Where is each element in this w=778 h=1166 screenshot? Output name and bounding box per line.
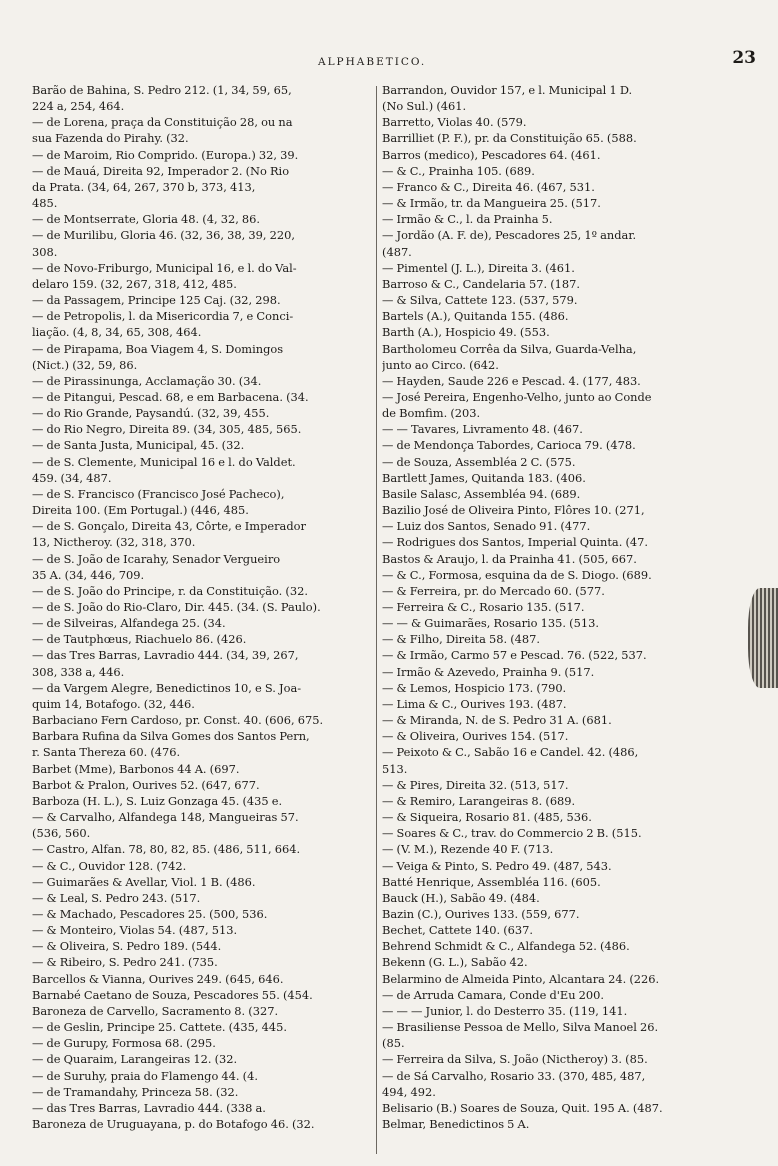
directory-entry: Batté Henrique, Assembléa 116. (605. — [382, 874, 601, 889]
directory-entry: (85. — [382, 1036, 405, 1051]
directory-entry: 485. — [32, 196, 58, 211]
directory-entry: — de Tramandahy, Princeza 58. (32. — [32, 1084, 239, 1099]
directory-entry: — Ferreira & C., Rosario 135. (517. — [382, 600, 585, 614]
directory-entry: — de Sá Carvalho, Rosario 33. (370, 485, 487, — [382, 1068, 646, 1083]
directory-entry: Belisario (B.) Soares de Souza, Quit. 195 A. (487. — [382, 1100, 663, 1115]
directory-entry: — Ferreira da Silva, S. João (Nictheroy) 3. (85. — [382, 1052, 648, 1067]
directory-entry: 308. — [32, 244, 58, 259]
directory-entry: Bartels (A.), Quitanda 155. (486. — [382, 309, 569, 324]
directory-entry: — & Filho, Direita 58. (487. — [382, 632, 541, 647]
directory-entry: Bazilio José de Oliveira Pinto, Flôres 10. (271, — [382, 503, 645, 518]
directory-entry: — (V. M.), Rezende 40 F. (713. — [382, 842, 554, 857]
directory-entry: — & Pires, Direita 32. (513, 517. — [382, 777, 569, 792]
directory-entry: — Brasiliense Pessoa de Mello, Silva Manoel 26. — [382, 1020, 659, 1035]
directory-entry: — Peixoto & C., Sabão 16 e Candel. 42. (486, — [382, 745, 639, 760]
directory-entry: Bastos & Araujo, l. da Prainha 41. (505, 667. — [382, 551, 637, 566]
directory-entry: — de S. Clemente, Municipal 16 e l. do Valdet. — [32, 454, 296, 469]
directory-entry: Barão de Bahina, S. Pedro 212. (1, 34, 59, 65, — [32, 83, 292, 97]
directory-entry: — Irmão & C., l. da Prainha 5. — [382, 212, 553, 227]
directory-entry: — de Arruda Camara, Conde d'Eu 200. — [382, 987, 605, 1002]
directory-entry: — de Pirassinunga, Acclamação 30. (34. — [32, 373, 262, 388]
directory-entry: Barnabé Caetano de Souza, Pescadores 55. (454. — [32, 987, 313, 1002]
directory-entry: Behrend Schmidt & C., Alfandega 52. (486. — [382, 939, 630, 954]
directory-entry: Bazin (C.), Ourives 133. (559, 677. — [382, 906, 580, 921]
directory-entry: Barbaciano Fern Cardoso, pr. Const. 40. (606, 675. — [32, 713, 324, 728]
directory-entry: Barros (medico), Pescadores 64. (461. — [382, 147, 601, 162]
directory-entry: — Pimentel (J. L.), Direita 3. (461. — [382, 260, 575, 275]
directory-entry: — Soares & C., trav. do Commercio 2 B. (515. — [382, 826, 642, 841]
directory-entry: Barrandon, Ouvidor 157, e l. Municipal 1 D. — [382, 83, 633, 97]
directory-entry: — & C., Ouvidor 128. (742. — [32, 858, 187, 873]
directory-entry: — de Petropolis, l. da Misericordia 7, e Conci- — [32, 309, 294, 324]
directory-entry: — Guimarães & Avellar, Viol. 1 B. (486. — [32, 874, 256, 889]
directory-entry: — & C., Formosa, esquina da de S. Diogo. (689. — [382, 567, 652, 582]
directory-entry: — & Oliveira, Ourives 154. (517. — [382, 729, 569, 744]
directory-entry: — & Irmão, Carmo 57 e Pescad. 76. (522, 537. — [382, 648, 647, 663]
directory-entry: — & Miranda, N. de S. Pedro 31 A. (681. — [382, 713, 612, 728]
directory-entry: Bekenn (G. L.), Sabão 42. — [382, 955, 528, 970]
directory-entry: Barth (A.), Hospicio 49. (553. — [382, 325, 550, 340]
directory-entry: Barbot & Pralon, Ourives 52. (647, 677. — [32, 777, 260, 792]
directory-entry: — — — Junior, l. do Desterro 35. (119, 141. — [382, 1003, 628, 1018]
directory-entry: — de Murilibu, Gloria 46. (32, 36, 38, 39, 220, — [32, 228, 295, 243]
directory-entry: Bauck (H.), Sabão 49. (484. — [382, 890, 540, 905]
directory-entry: — & C., Prainha 105. (689. — [382, 163, 535, 178]
directory-entry: — das Tres Barras, Lavradio 444. (34, 39, 267, — [32, 648, 299, 663]
directory-entry: Bechet, Cattete 140. (637. — [382, 923, 534, 938]
directory-entry: — de Pirapama, Boa Viagem 4, S. Domingos — [32, 341, 284, 356]
directory-entry: Belarmino de Almeida Pinto, Alcantara 24. (226. — [382, 971, 660, 986]
directory-entry: — Lima & C., Ourives 193. (487. — [382, 696, 567, 711]
directory-entry: (536, 560. — [32, 826, 91, 841]
directory-entry: — Luiz dos Santos, Senado 91. (477. — [382, 519, 591, 534]
directory-entry: Barroso & C., Candelaria 57. (187. — [382, 276, 581, 291]
page-number: 23 — [732, 48, 756, 68]
right-column — [382, 82, 760, 1132]
directory-entry: — de Novo-Friburgo, Municipal 16, e l. do Val- — [32, 260, 297, 275]
directory-entry: — da Passagem, Principe 125 Caj. (32, 298. — [32, 293, 281, 308]
directory-entry: 13, Nictheroy. (32, 318, 370. — [32, 535, 196, 550]
directory-entry: — & Machado, Pescadores 25. (500, 536. — [32, 906, 268, 921]
directory-entry: — das Tres Barras, Lavradio 444. (338 a. — [32, 1100, 266, 1115]
directory-entry: — da Vargem Alegre, Benedictinos 10, e S. Joa- — [32, 680, 302, 695]
directory-entry: 224 a, 254, 464. — [32, 99, 125, 114]
directory-entry: liação. (4, 8, 34, 65, 308, 464. — [32, 325, 202, 340]
directory-entry: Barcellos & Vianna, Ourives 249. (645, 646. — [32, 971, 284, 986]
directory-entry: Barboza (H. L.), S. Luiz Gonzaga 45. (435 e. — [32, 793, 283, 808]
directory-entry: — de S. Francisco (Francisco José Pacheco), — [32, 486, 285, 501]
directory-entry: Barbara Rufina da Silva Gomes dos Santos Pern, — [32, 729, 310, 744]
directory-entry: junto ao Circo. (642. — [382, 357, 499, 372]
directory-entry: — & Remiro, Larangeiras 8. (689. — [382, 793, 576, 808]
directory-entry: da Prata. (34, 64, 267, 370 b, 373, 413, — [32, 179, 256, 194]
page-header — [0, 48, 778, 74]
directory-entry: Barbet (Mme), Barbonos 44 A. (697. — [32, 761, 240, 776]
directory-entry: Barretto, Violas 40. (579. — [382, 115, 527, 130]
directory-entry: — & Silva, Cattete 123. (537, 579. — [382, 293, 578, 308]
directory-entry: Baroneza de Carvello, Sacramento 8. (327. — [32, 1003, 279, 1018]
directory-entry: — Hayden, Saude 226 e Pescad. 4. (177, 483. — [382, 373, 641, 388]
directory-entry: — de Tautphœus, Riachuelo 86. (426. — [32, 632, 247, 647]
directory-entry: — & Ferreira, pr. do Mercado 60. (577. — [382, 583, 605, 598]
directory-entry: Bartlett James, Quitanda 183. (406. — [382, 470, 586, 485]
directory-entry: (487. — [382, 244, 412, 259]
directory-entry: Belmar, Benedictinos 5 A. — [382, 1117, 530, 1131]
directory-entry: — de Mauá, Direita 92, Imperador 2. (No Rio — [32, 163, 290, 178]
directory-entry: 459. (34, 487. — [32, 470, 112, 485]
column-divider — [376, 86, 377, 1154]
directory-entry: — de Lorena, praça da Constituição 28, ou na — [32, 115, 293, 130]
directory-entry: Barrilliet (P. F.), pr. da Constituição 65. (588. — [382, 131, 637, 146]
directory-entry: — de S. Gonçalo, Direita 43, Côrte, e Imperador — [32, 519, 306, 534]
directory-entry: — de Silveiras, Alfandega 25. (34. — [32, 616, 226, 631]
directory-entry: — de S. João de Icarahy, Senador Vergueiro — [32, 551, 281, 566]
directory-entry: delaro 159. (32, 267, 318, 412, 485. — [32, 276, 237, 291]
directory-entry: — de Mendonça Tabordes, Carioca 79. (478. — [382, 438, 636, 453]
directory-entry: — — Tavares, Livramento 48. (467. — [382, 422, 583, 437]
directory-entry: Basile Salasc, Assembléa 94. (689. — [382, 486, 581, 501]
directory-entry: — Franco & C., Direita 46. (467, 531. — [382, 179, 595, 194]
directory-entry: — de Montserrate, Gloria 48. (4, 32, 86. — [32, 212, 261, 227]
directory-entry: — & Carvalho, Alfandega 148, Mangueiras 57. — [32, 810, 299, 825]
directory-entry: — José Pereira, Engenho-Velho, junto ao Conde — [382, 389, 652, 404]
directory-entry: — de Pitangui, Pescad. 68, e em Barbacena. (34. — [32, 389, 309, 404]
directory-entry: — de S. João do Rio-Claro, Dir. 445. (34. (S. Paulo). — [32, 600, 321, 614]
directory-entry: Bartholomeu Corrêa da Silva, Guarda-Velha, — [382, 341, 637, 356]
directory-entry: — do Rio Grande, Paysandú. (32, 39, 455. — [32, 406, 270, 421]
directory-entry: de Bomfim. (203. — [382, 406, 481, 421]
directory-entry: — & Ribeiro, S. Pedro 241. (735. — [32, 955, 218, 970]
directory-entry: Baroneza de Uruguayana, p. do Botafogo 46. (32. — [32, 1117, 315, 1131]
directory-entry: r. Santa Thereza 60. (476. — [32, 745, 181, 760]
directory-entry: — de Maroim, Rio Comprido. (Europa.) 32, 39. — [32, 147, 299, 162]
directory-entry: (Nict.) (32, 59, 86. — [32, 357, 138, 372]
directory-entry: — & Lemos, Hospicio 173. (790. — [382, 680, 567, 695]
directory-entry: — & Leal, S. Pedro 243. (517. — [32, 890, 201, 905]
directory-entry: — — & Guimarães, Rosario 135. (513. — [382, 616, 599, 631]
directory-entry: — do Rio Negro, Direita 89. (34, 305, 485, 565. — [32, 422, 302, 437]
directory-entry: — de Geslin, Principe 25. Cattete. (435, 445. — [32, 1020, 287, 1035]
directory-entry: — Rodrigues dos Santos, Imperial Quinta. (47. — [382, 535, 649, 550]
directory-entry: 494, 492. — [382, 1084, 436, 1099]
directory-entry: — de Quaraim, Larangeiras 12. (32. — [32, 1052, 238, 1067]
directory-entry: — de S. João do Principe, r. da Constituição. (32. — [32, 583, 308, 598]
directory-entry: — de Gurupy, Formosa 68. (295. — [32, 1036, 216, 1051]
directory-entry: — & Monteiro, Violas 54. (487, 513. — [32, 923, 238, 938]
directory-entry: — & Irmão, tr. da Mangueira 25. (517. — [382, 196, 601, 211]
directory-entry: — Castro, Alfan. 78, 80, 82, 85. (486, 511, 664. — [32, 842, 301, 857]
directory-entry: — Veiga & Pinto, S. Pedro 49. (487, 543. — [382, 858, 612, 873]
directory-entry: Direita 100. (Em Portugal.) (446, 485. — [32, 503, 249, 518]
directory-entry: — de Souza, Assembléa 2 C. (575. — [382, 454, 576, 469]
left-column — [32, 82, 374, 1132]
directory-entry: — Irmão & Azevedo, Prainha 9. (517. — [382, 664, 595, 679]
binding-bleed-image — [748, 588, 778, 688]
directory-entry: — & Oliveira, S. Pedro 189. (544. — [32, 939, 222, 954]
directory-entry: sua Fazenda do Pirahy. (32. — [32, 131, 189, 146]
directory-entry: 35 A. (34, 446, 709. — [32, 567, 145, 582]
directory-entry: quim 14, Botafogo. (32, 446. — [32, 696, 195, 711]
directory-entry: 513. — [382, 761, 408, 776]
directory-entry: — & Siqueira, Rosario 81. (485, 536. — [382, 810, 592, 825]
directory-entry: — Jordão (A. F. de), Pescadores 25, 1º andar. — [382, 228, 637, 243]
running-head: ALPHABETICO. — [318, 56, 427, 68]
directory-entry: 308, 338 a, 446. — [32, 664, 125, 679]
directory-entry: — de Suruhy, praia do Flamengo 44. (4. — [32, 1068, 258, 1083]
directory-entry: — de Santa Justa, Municipal, 45. (32. — [32, 438, 245, 453]
directory-entry: (No Sul.) (461. — [382, 99, 467, 114]
